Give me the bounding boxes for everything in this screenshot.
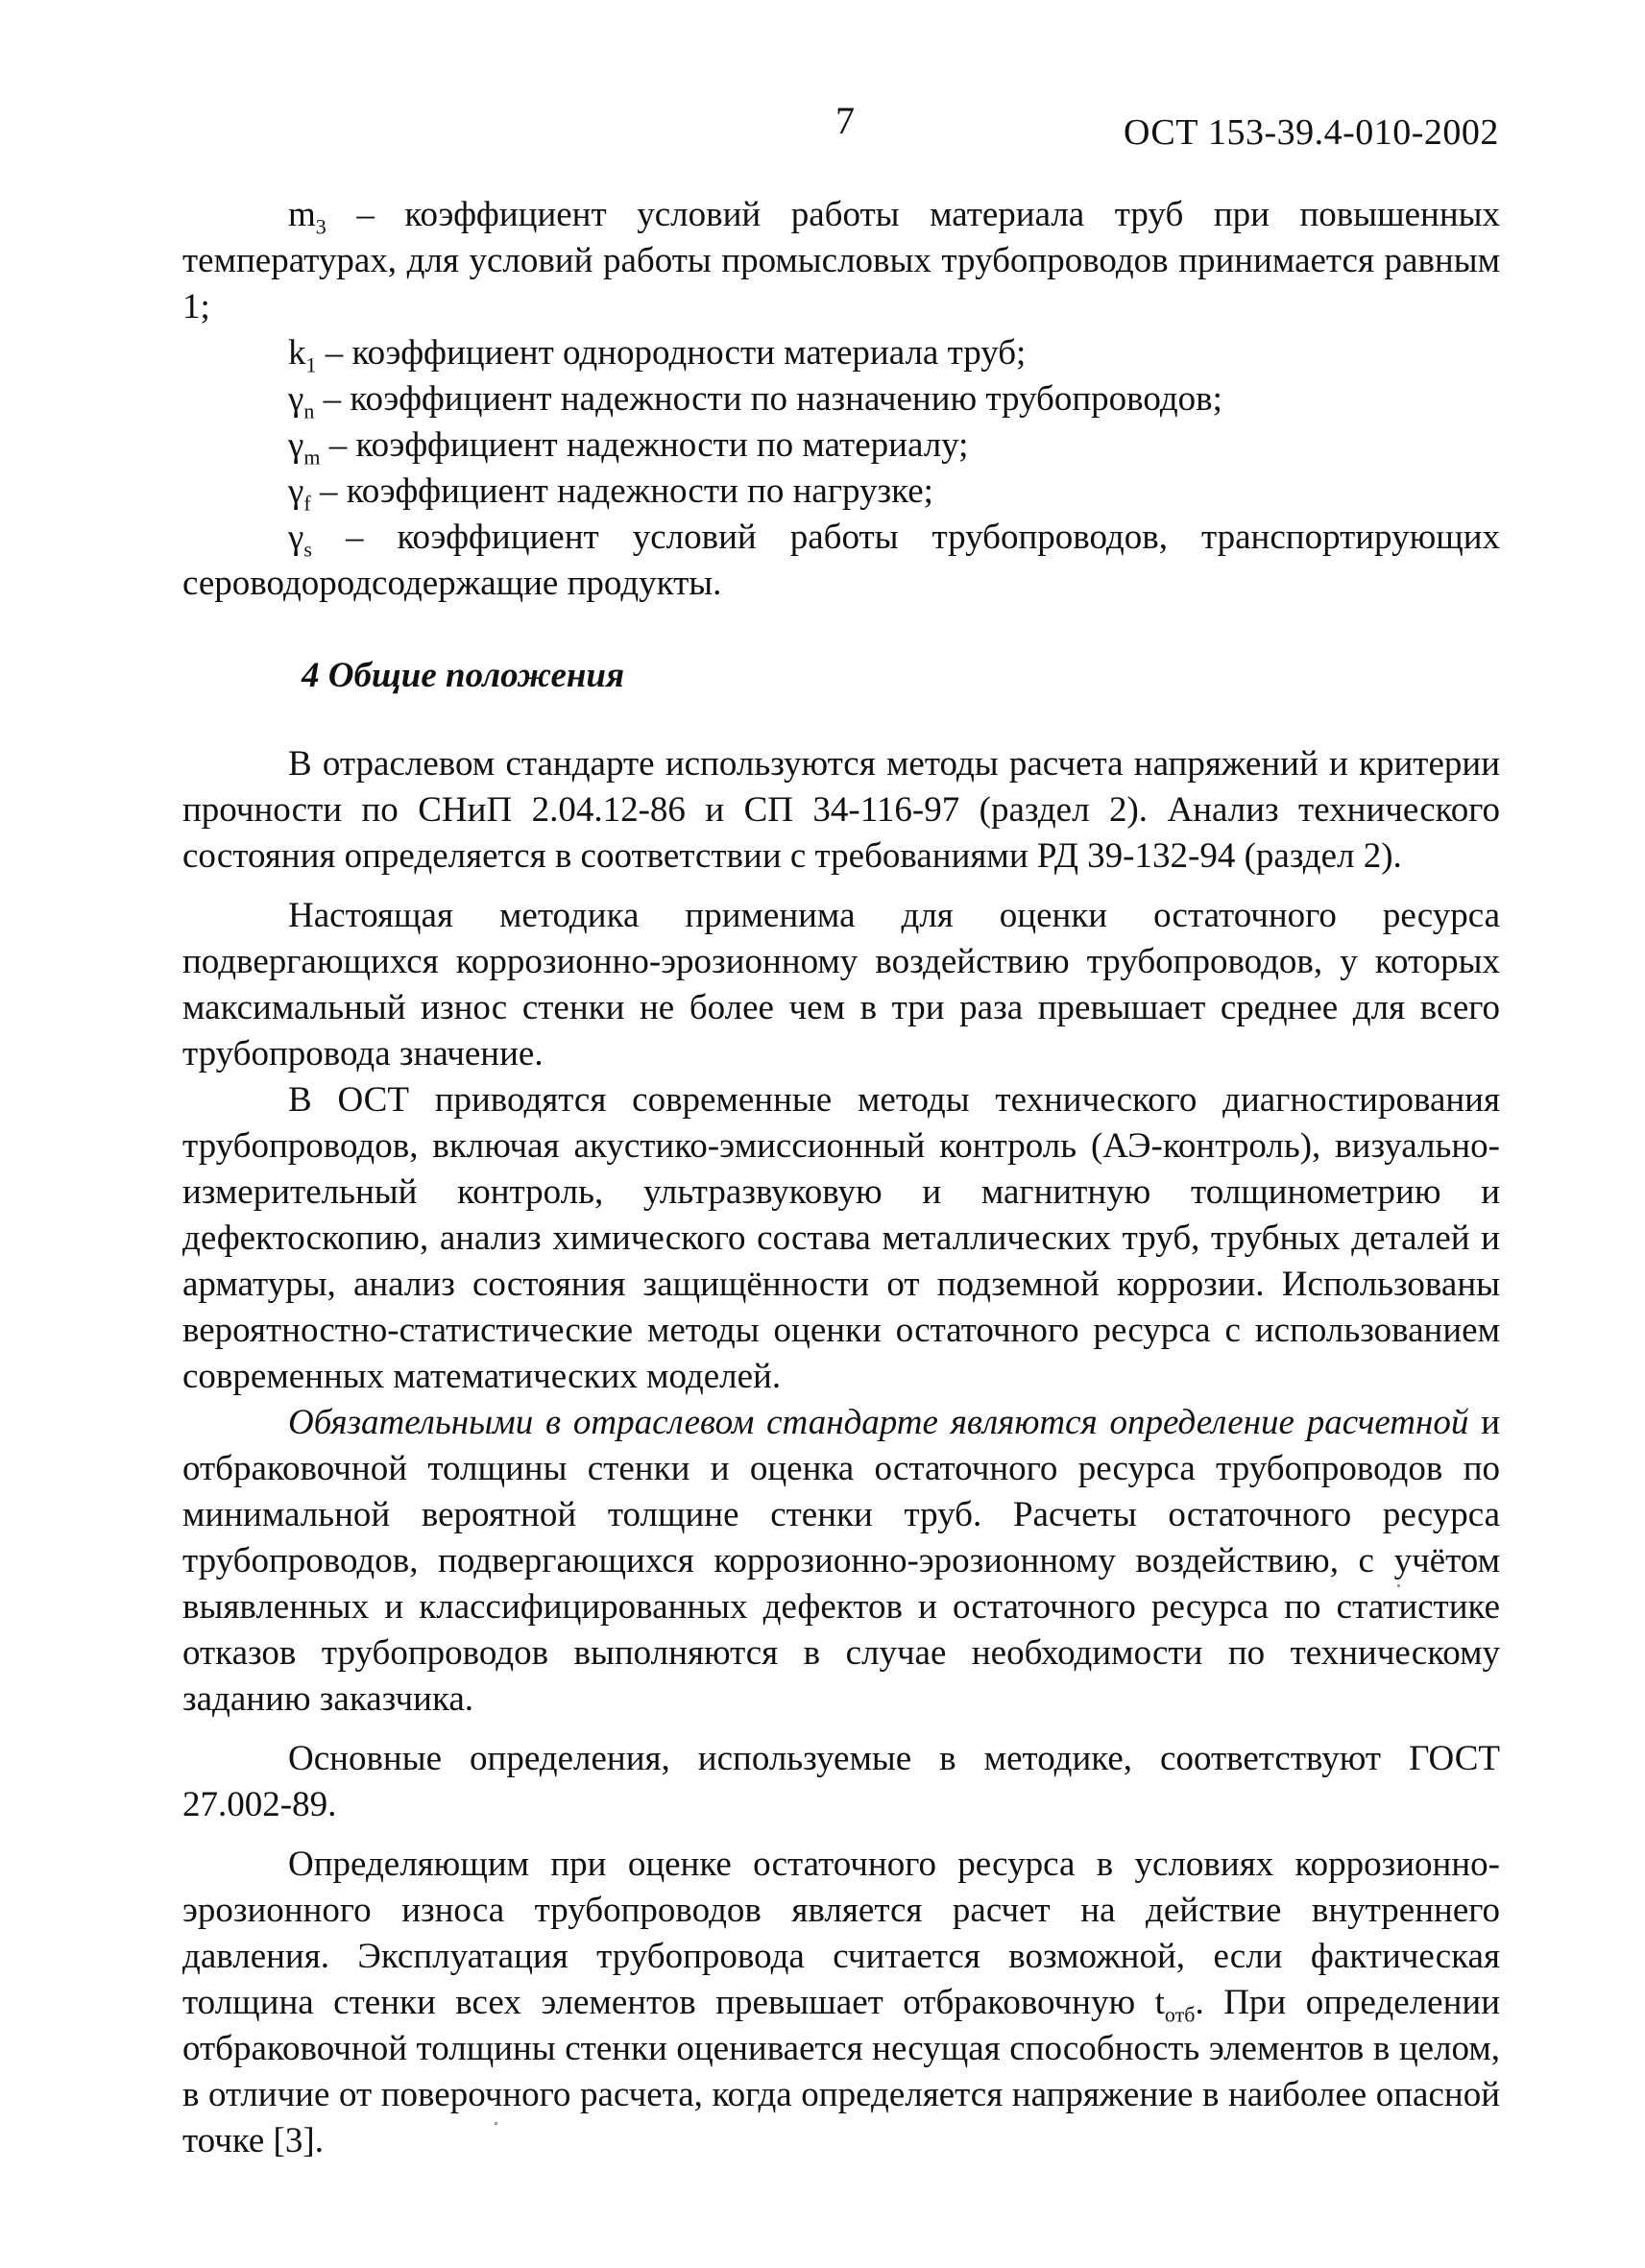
scan-artifact [495,2122,497,2125]
document-code: ОСТ 153-39.4-010-2002 [1124,112,1499,153]
symbol: γ [288,379,304,419]
symbol-definitions [182,192,1500,607]
paragraph-mandatory [182,1400,1500,1723]
section-heading: 4 Общие положения [302,656,625,695]
paragraph-text: Определяющим при оценке остаточного ресурса в условиях коррозионно-эрозионного износа трубопроводов является расчет на действие внутреннего давления. Эксплуатация трубопровода считается возможной, если фактическая толщина стенки всех элементов превышает отбраковочную [182,1845,1500,2022]
paragraph-diagnostics: В ОСТ приводятся современные методы технического диагностирования трубопроводов, включая акустико-эмиссионный контроль (АЭ-контроль), визуально-измерительный контроль, ультразвуковую и магнитную толщинометрию и дефектоскопию, анализ химического состава металлических труб, трубных деталей и арматуры, анализ состояния защищённости от подземной коррозии. Использованы вероятностно-статистические методы оценки остаточного ресурса с использованием современных математических моделей. [182,1080,1500,1396]
definition-gamma-f [182,469,1500,515]
definition-m3 [182,192,1500,330]
symbol: γ [288,518,304,557]
symbol-subscript: 3 [315,214,327,239]
definition-gamma-m [182,422,1500,469]
symbol-subscript: f [303,491,311,516]
paragraph-methods: В отраслевом стандарте используются методы расчета напряжений и критерии прочности по СНиП 2.04.12-86 и СП 34-116-97 (раздел 2). Анализ технического состояния определяется в соответствии с требованиями РД 39-132-94 (раздел 2). [182,744,1500,876]
paragraph-applicability: Настоящая методика применима для оценки остаточного ресурса подвергающихся коррозионно-эрозионному воздействию трубопроводов, у которых максимальный износ стенки не более чем в три раза превышает среднее для всего трубопровода значение. [182,896,1500,1074]
page-body [182,192,1500,2164]
symbol: γ [288,425,304,465]
symbol: m [288,195,316,234]
definition-text: – коэффициент условий работы трубопроводов, транспортирующих сероводородсодержащие продукты. [182,518,1500,603]
definition-gamma-s [182,515,1500,607]
symbol-subscript: отб [1164,2002,1196,2027]
paragraph-text: и отбраковочной толщины стенки и оценка остаточного ресурса трубопроводов по минимальной вероятной толщине стенки труб. Расчеты остаточного ресурса трубопроводов, подвергающихся коррозионно-эрозионному воздействию, с учётом выявленных и классифицированных дефектов и остаточного ресурса по статистике отказов трубопроводов выполняются в случае необходимости по техническому заданию заказчика. [182,1403,1500,1719]
symbol: γ [288,471,304,511]
scan-artifact [1397,1584,1400,1587]
paragraph-gost: Основные определения, используемые в методике, соответствуют ГОСТ 27.002-89. [182,1739,1500,1824]
definition-text: – коэффициент надежности по нагрузке; [310,471,933,511]
symbol-subscript: n [303,398,315,423]
paragraph-text: . При определении отбраковочной толщины стенки оценивается несущая способность элементов в целом, в отличие от поверочного расчета, когда определяется напряжение в наиболее опасной точке [3]. [182,1983,1501,2160]
definition-gamma-n [182,376,1500,422]
definition-text: – коэффициент надежности по назначению трубопроводов; [314,379,1222,419]
symbol: k [288,333,306,373]
symbol-subscript: 1 [305,352,317,377]
definition-k1 [182,330,1500,376]
definition-text: – коэффициент условий работы материала труб при повышенных температурах, для условий работы промысловых трубопроводов принимается равным 1; [182,195,1500,326]
symbol-subscript: s [303,537,312,562]
paragraph-internal-pressure [182,1842,1500,2164]
definition-text: – коэффициент надежности по материалу; [320,425,969,465]
symbol-subscript: m [303,445,321,470]
definition-text: – коэффициент однородности материала труб; [316,333,1027,373]
italic-phrase: Обязательными в отраслевом стандарте являются определение расчетной [288,1403,1469,1442]
symbol: t [1154,1983,1165,2022]
page-number: 7 [835,99,855,142]
